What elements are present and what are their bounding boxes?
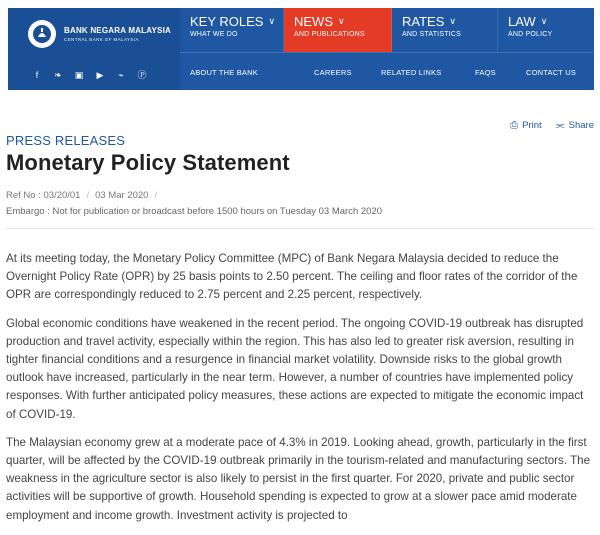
- main-nav: [180, 8, 594, 52]
- logo-name: BANK NEGARA MALAYSIA: [64, 26, 171, 35]
- paragraph: The Malaysian economy grew at a moderate pace of 4.3% in 2019. Looking ahead, growth, particularly in the first quarter, will be affected by the COVID-19 outbreak primarily in the tourism-related and manufacturing sectors. The weakness in the agriculture sector is also likely to persist in the first quarter. For 2020, private and public sector activities will be supportive of growth. Household spending is expected to grow at a slower pace amid moderate employment and income growth. Investment activity is projected to: [6, 435, 591, 522]
- nav-related-links[interactable]: RELATED LINKS: [381, 68, 442, 77]
- tab-law-title: LAW: [508, 14, 536, 29]
- logo-tagline: CENTRAL BANK OF MALAYSIA: [64, 37, 139, 42]
- chevron-down-icon: ∨: [449, 16, 456, 26]
- print-button[interactable]: [510, 120, 542, 131]
- chevron-down-icon: ∨: [338, 16, 345, 26]
- nav-faqs[interactable]: FAQS: [475, 68, 496, 77]
- tab-law[interactable]: [498, 8, 594, 52]
- instagram-icon[interactable]: ▣: [74, 70, 84, 80]
- youtube-icon[interactable]: ▶: [96, 70, 104, 80]
- tab-news-subtitle: AND PUBLICATIONS: [294, 31, 365, 38]
- chevron-down-icon: ∨: [268, 16, 276, 26]
- publish-date: 03 Mar 2020: [95, 190, 149, 201]
- social-links: [32, 70, 147, 80]
- ref-meta: [6, 190, 163, 201]
- divider: [6, 228, 594, 229]
- tab-rates-title: RATES: [402, 14, 445, 29]
- section-label: PRESS RELEASES: [6, 133, 126, 148]
- nav-contact-us[interactable]: CONTACT US: [526, 68, 577, 77]
- print-icon: ⎙: [510, 120, 519, 131]
- bank-emblem-icon: [28, 20, 56, 48]
- share-label: Share: [568, 120, 594, 131]
- tab-key-roles[interactable]: [180, 8, 284, 52]
- pinterest-icon[interactable]: Ⓟ: [137, 70, 147, 80]
- print-label: Print: [522, 120, 542, 131]
- tab-news[interactable]: [284, 8, 392, 52]
- ref-number: Ref No : 03/20/01: [6, 190, 81, 201]
- tab-news-title: NEWS: [294, 14, 333, 29]
- chevron-down-icon: ∨: [540, 16, 548, 26]
- embargo-note: Embargo : Not for publication or broadcast before 1500 hours on Tuesday 03 March 2020: [6, 206, 383, 217]
- facebook-icon[interactable]: f: [35, 70, 39, 80]
- page-title: Monetary Policy Statement: [6, 150, 290, 175]
- paragraph: At its meeting today, the Monetary Policy Committee (MPC) of Bank Negara Malaysia decided to reduce the Overnight Policy Rate (OPR) by 25 basis points to 2.50 percent. The ceiling and floor rates of the corridor of the OPR are correspondingly reduced to 2.75 percent and 2.25 percent, respectively.: [6, 252, 578, 302]
- page-actions: [510, 120, 594, 131]
- logo-area: [8, 8, 180, 90]
- logo-link[interactable]: [28, 20, 171, 48]
- separator: /: [86, 190, 90, 201]
- site-header: [8, 8, 594, 90]
- share-icon: ⫘: [555, 120, 565, 131]
- paragraph: Global economic conditions have weakened in the recent period. The ongoing COVID-19 outbreak has disrupted production and travel activity, especially within the region. This has also led to greater risk aversion, resulting in tighter financial conditions and a resurgence in financial market volatility. Downside risks to the global growth outlook have increased, particularly in the near term. However, a number of countries have implemented policy responses. With further anticipated policy measures, these actions are expected to mitigate the economic impact of COVID-19.: [6, 316, 584, 421]
- tab-rates[interactable]: [392, 8, 498, 52]
- article-body: [6, 250, 594, 535]
- tab-law-subtitle: AND POLICY: [508, 31, 553, 38]
- nav-about-the-bank[interactable]: ABOUT THE BANK: [190, 68, 258, 77]
- tab-key-roles-subtitle: WHAT WE DO: [190, 31, 238, 38]
- tab-rates-subtitle: AND STATISTICS: [402, 31, 461, 38]
- twitter-icon[interactable]: ❧: [54, 70, 62, 80]
- tab-key-roles-title: KEY ROLES: [190, 14, 264, 29]
- rss-icon[interactable]: ⌁: [118, 70, 124, 80]
- separator: /: [154, 190, 158, 201]
- share-button[interactable]: [556, 120, 594, 131]
- nav-careers[interactable]: CAREERS: [314, 68, 352, 77]
- secondary-nav: [180, 52, 594, 90]
